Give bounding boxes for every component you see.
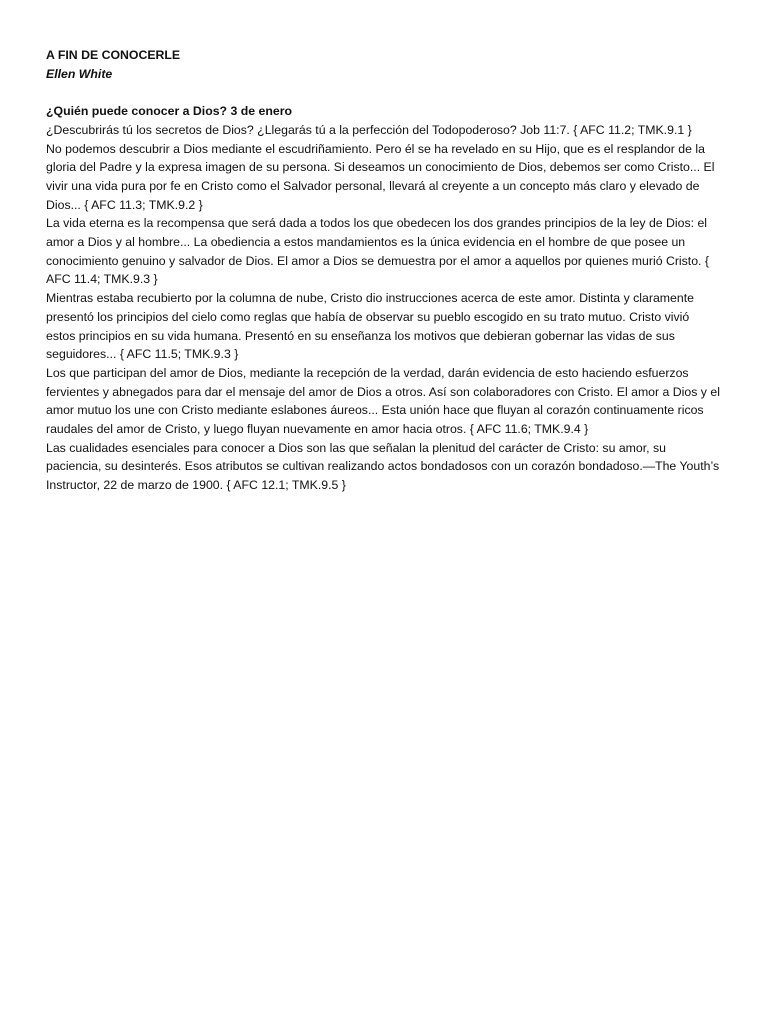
paragraph: Mientras estaba recubierto por la columna de nube, Cristo dio instrucciones acerca de este amor. Distinta y claramente presentó los principios del cielo como reglas que había de observar su pueblo escogido en su trato mutuo. Cristo vivió estos principios en su vida humana. Presentó en su enseñanza los motivos que debieran gobernar las vidas de sus seguidores... { AFC 11.5; TMK.9.3 }	[46, 291, 694, 362]
document-page	[46, 46, 722, 495]
paragraph: No podemos descubrir a Dios mediante el escudriñamiento. Pero él se ha revelado en su Hijo, que es el resplandor de la gloria del Padre y la expresa imagen de su persona. Si deseamos un conocimiento de Dios, debemos ser como Cristo... El vivir una vida pura por fe en Cristo como el Salvador personal, llevará al creyente a un concepto más claro y elevado de Dios... { AFC 11.3; TMK.9.2 }	[46, 141, 715, 212]
paragraph-verse: ¿Descubrirás tú los secretos de Dios? ¿Llegarás tú a la perfección del Todopoderoso? Job 11:7. { AFC 11.2; TMK.9.1 }	[46, 122, 692, 137]
paragraph: La vida eterna es la recompensa que será dada a todos los que obedecen los dos grandes principios de la ley de Dios: el amor a Dios y al hombre... La obediencia a estos mandamientos es la única evidencia en el hombre de que posee un conocimiento genuino y salvador de Dios. El amor a Dios se demuestra por el amor a aquellos por quienes murió Cristo. { AFC 11.4; TMK.9.3 }	[46, 216, 709, 287]
paragraph: Las cualidades esenciales para conocer a Dios son las que señalan la plenitud del carácter de Cristo: su amor, su paciencia, su desinterés. Esos atributos se cultivan realizando actos bondadosos con un corazón bondadoso.—The Youth’s Instructor, 22 de marzo de 1900. { AFC 12.1; TMK.9.5 }	[46, 440, 720, 493]
paragraph: Los que participan del amor de Dios, mediante la recepción de la verdad, darán evidencia de esto haciendo esfuerzos fervientes y abnegados para dar el mensaje del amor de Dios a otros. Así son colaboradores con Cristo. El amor a Dios y el amor mutuo los une con Cristo mediante eslabones áureos... Esta unión hace que fluyan al corazón continuamente ricos raudales del amor de Cristo, y luego fluyan nuevamente en amor hacia otros. { AFC 11.6; TMK.9.4 }	[46, 365, 720, 437]
reading-title: ¿Quién puede conocer a Dios? 3 de enero	[46, 104, 292, 119]
document-title: A FIN DE CONOCERLE	[46, 48, 181, 62]
blank-line	[46, 83, 722, 102]
document-author: Ellen White	[46, 66, 113, 81]
